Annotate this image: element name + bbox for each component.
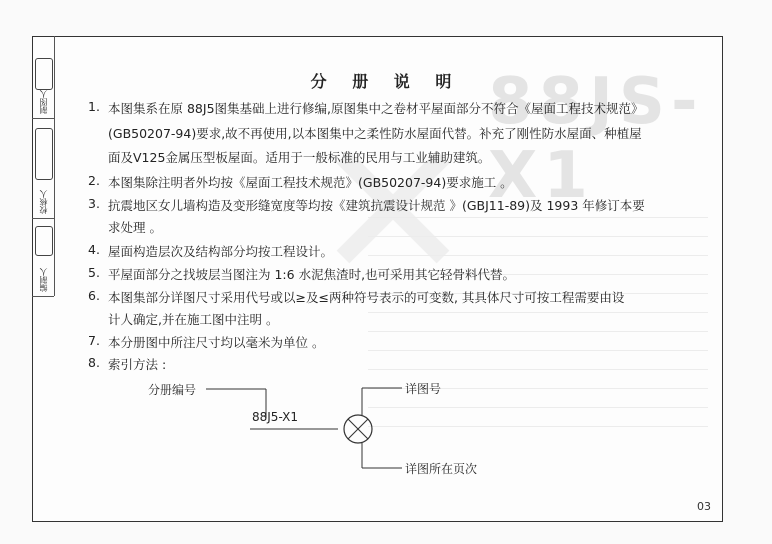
detail-page-label: 详图所在页次 (405, 462, 478, 476)
volume-code: 88J5-X1 (252, 410, 299, 424)
item-number: 1. (88, 99, 100, 114)
item-line: 抗震地区女儿墙构造及变形缝宽度等均按《建筑抗震设计规范 》(GBJ11-89)及 1993 年修订本要 (108, 198, 645, 213)
item-line: 本分册图中所注尺寸均以毫米为单位 。 (108, 335, 325, 350)
item-number: 4. (88, 242, 100, 257)
volume-number-label: 分册编号 (148, 383, 197, 397)
item-line: 本图集部分详图尺寸采用代号或以≥及≤两种符号表示的可变数, 其具体尺寸可按工程需要由设 (108, 290, 625, 305)
handwritten-signature (35, 128, 53, 180)
item-line: 计人确定,并在施工图中注明 。 (108, 312, 279, 327)
item-line: 平屋面部分之找坡层当图注为 1:6 水泥焦渣时,也可采用其它轻骨料代替。 (108, 267, 516, 282)
item-line: 屋面构造层次及结构部分均按工程设计。 (108, 244, 334, 259)
signature-cell-editor (32, 218, 54, 297)
signature-label-editor: 编制人 (38, 268, 48, 292)
item-line: 本图集除注明者外均按《屋面工程技术规范》(GB50207-94)要求施工 。 (108, 175, 513, 190)
item-number: 5. (88, 265, 100, 280)
item-line: 面及V125金属压型板屋面。适用于一般标准的民用与工业辅助建筑。 (108, 150, 491, 165)
item-number: 6. (88, 288, 100, 303)
item-number: 3. (88, 196, 100, 211)
bleed-through-watermark: 88JS-X1 (488, 65, 704, 213)
page-number: 03 (697, 500, 711, 513)
handwritten-signature (35, 226, 53, 256)
detail-number-label: 详图号 (405, 382, 442, 396)
page-title: 分 册 说 明 (310, 72, 462, 91)
item-number: 7. (88, 333, 100, 348)
signature-label-drawer: 制图人 (38, 90, 48, 114)
signature-cell-checker (32, 118, 54, 219)
item-number: 2. (88, 173, 100, 188)
item-line: 本图集系在原 88J5图集基础上进行修编,原图集中之卷材平屋面部分不符合《屋面工程技术规范》 (108, 101, 644, 116)
item-line: (GB50207-94)要求,故不再使用,以本图集中之柔性防水屋面代替。补充了刚性防水屋面、种植屋 (108, 126, 642, 141)
item-line: 索引方法 : (108, 357, 167, 372)
item-line: 求处理 。 (108, 220, 162, 235)
item-number: 8. (88, 355, 100, 370)
signature-label-checker: 校核人 (38, 190, 48, 214)
